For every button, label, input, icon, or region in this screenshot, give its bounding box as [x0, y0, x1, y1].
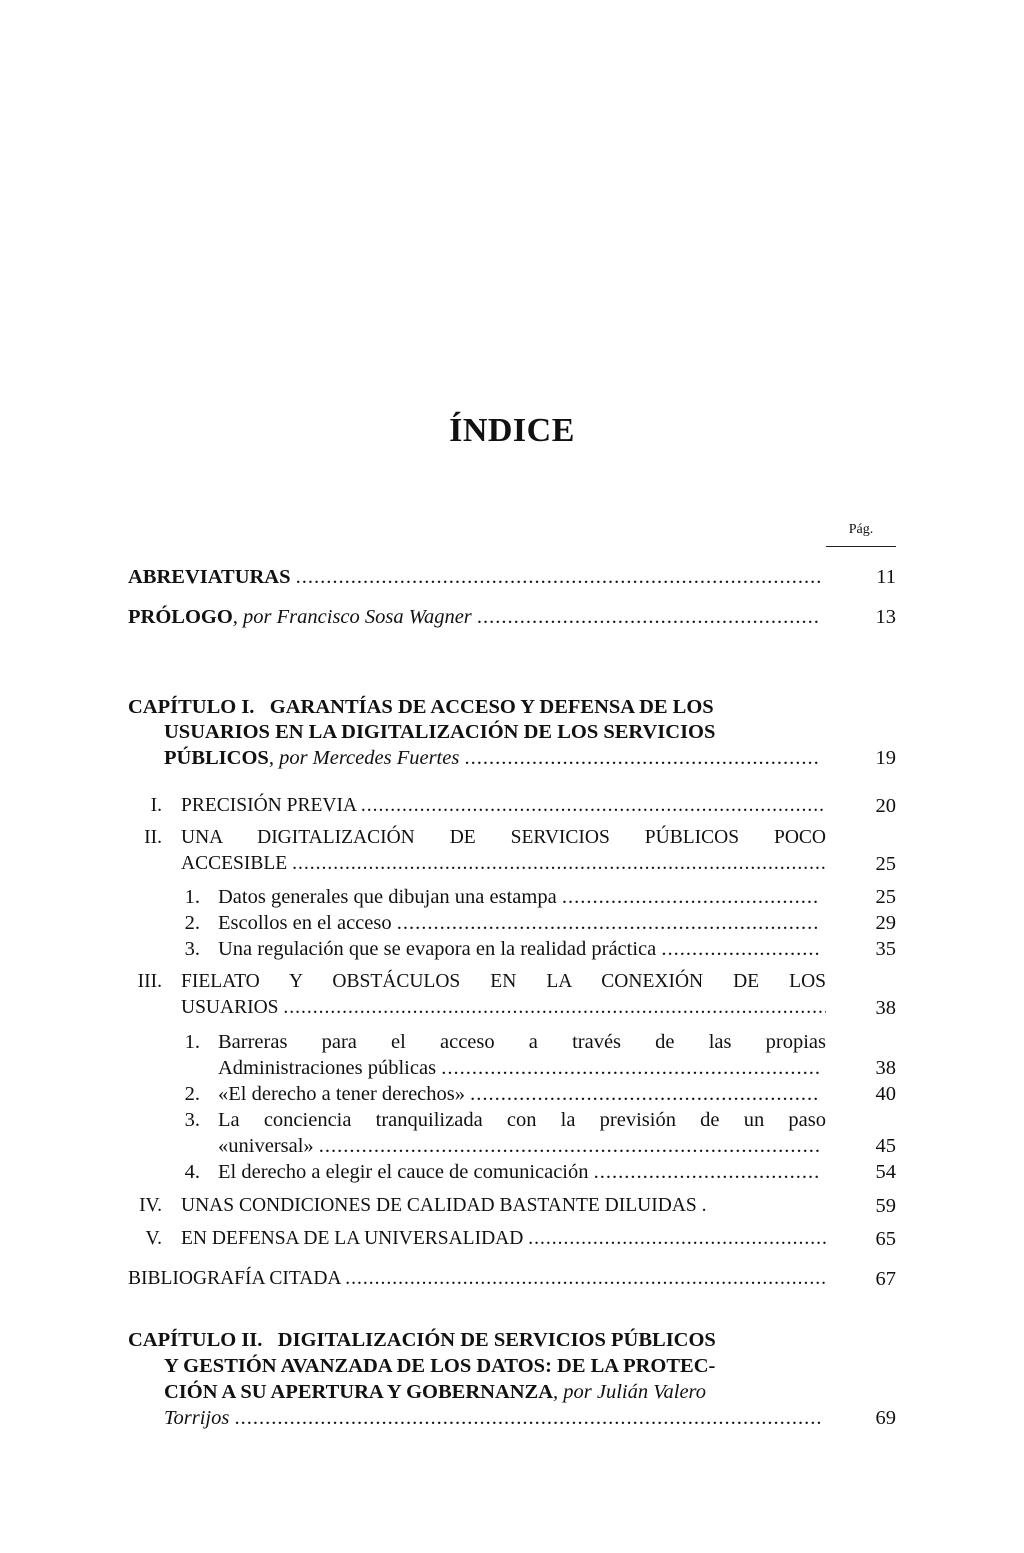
toc-entry-label: Una regulación que se evapora en la realidad práctica	[218, 938, 657, 960]
toc-entry-label: Escollos en el acceso	[218, 912, 392, 934]
toc-page-number: 40	[875, 1083, 896, 1105]
section-number: III.	[137, 971, 162, 992]
subsection-number: 4.	[184, 1161, 200, 1183]
page-column-rule	[826, 546, 896, 547]
toc-entry-bibliografia[interactable]	[128, 1266, 826, 1292]
toc-page-number: 35	[875, 938, 896, 960]
toc-entry-author: , por Francisco Sosa Wagner	[232, 606, 472, 628]
leader-dot: .	[696, 1195, 707, 1216]
toc-entry-section[interactable]	[181, 1226, 826, 1252]
chapter-heading-line	[164, 1379, 828, 1405]
toc-entry-prologo[interactable]	[128, 604, 820, 630]
subsection-number: 1.	[184, 1031, 200, 1053]
toc-entry-label: FIELATO Y OBSTÁCULOS EN LA CONEXIÓN DE LOS	[181, 971, 826, 992]
toc-entry-label: ABREVIATURAS	[128, 566, 291, 588]
section-number: I.	[150, 795, 162, 816]
section-number: II.	[144, 827, 162, 848]
chapter-heading-line: CAPÍTULO II. DIGITALIZACIÓN DE SERVICIOS PÚBLICOS	[128, 1329, 716, 1351]
toc-page-number: 20	[875, 795, 896, 817]
toc-entry-section[interactable]	[181, 1193, 826, 1219]
subsection-number: 3.	[184, 1109, 200, 1131]
subsection-number: 3.	[184, 938, 200, 960]
toc-entry-subsection[interactable]	[218, 1055, 820, 1081]
toc-page-number: 54	[875, 1161, 896, 1183]
toc-entry-subsection[interactable]	[218, 1159, 820, 1185]
toc-entry-label: EN DEFENSA DE LA UNIVERSALIDAD	[181, 1228, 524, 1249]
toc-entry-author: , por Mercedes Fuertes	[268, 747, 460, 769]
toc-page-number: 25	[875, 853, 896, 875]
toc-page-number: 11	[876, 566, 896, 588]
toc-page-number: 59	[875, 1195, 896, 1217]
toc-entry-label: Datos generales que dibujan una estampa	[218, 886, 557, 908]
subsection-number: 1.	[184, 886, 200, 908]
subsection-number: 2.	[184, 1083, 200, 1105]
toc-entry-label: El derecho a elegir el cauce de comunicación	[218, 1161, 589, 1183]
toc-page-number: 69	[875, 1407, 896, 1429]
toc-entry-author: Torrijos	[164, 1407, 230, 1429]
toc-entry-section[interactable]	[181, 793, 826, 819]
toc-entry-label: La conciencia tranquilizada con la previsión de un paso	[218, 1109, 826, 1131]
toc-page-number: 38	[875, 997, 896, 1019]
toc-entry-subsection[interactable]	[218, 910, 820, 936]
toc-page-number: 67	[875, 1268, 896, 1290]
toc-entry-subsection[interactable]	[218, 884, 820, 910]
chapter-heading-bold: CIÓN A SU APERTURA Y GOBERNANZA	[164, 1381, 554, 1403]
toc-entry-label: USUARIOS	[181, 997, 279, 1018]
subsection-number: 2.	[184, 912, 200, 934]
toc-entry-author: , por Julián Valero	[553, 1381, 707, 1403]
toc-entry-subsection[interactable]	[218, 936, 820, 962]
toc-entry-label: ACCESIBLE	[181, 853, 288, 874]
section-number: IV.	[139, 1195, 162, 1216]
toc-entry-subsection[interactable]	[218, 1133, 820, 1159]
chapter-heading-line: CAPÍTULO I. GARANTÍAS DE ACCESO Y DEFENSA DE LOS	[128, 696, 714, 718]
section-number: V.	[145, 1228, 162, 1249]
toc-page-number: 65	[875, 1228, 896, 1250]
toc-entry-label: UNAS CONDICIONES DE CALIDAD BASTANTE DILUIDAS	[181, 1195, 697, 1216]
page-column-label: Pág.	[848, 522, 874, 537]
toc-entry-section[interactable]	[181, 851, 826, 877]
toc-page-number: 19	[875, 747, 896, 769]
toc-page-number: 13	[875, 606, 896, 628]
toc-entry-subsection[interactable]	[218, 1081, 820, 1107]
toc-entry-chapter-2[interactable]	[164, 1405, 820, 1431]
toc-entry-label: «universal»	[218, 1135, 314, 1157]
toc-page-number: 45	[875, 1135, 896, 1157]
toc-entry-chapter-1[interactable]	[164, 745, 820, 771]
toc-entry-label: UNA DIGITALIZACIÓN DE SERVICIOS PÚBLICOS POCO	[181, 827, 826, 848]
toc-entry-label: BIBLIOGRAFÍA CITADA	[128, 1268, 341, 1289]
toc-entry-label: PRECISIÓN PREVIA	[181, 795, 356, 816]
toc-page-number: 25	[875, 886, 896, 908]
toc-entry-label: PRÓLOGO	[128, 606, 233, 628]
toc-entry-label: «El derecho a tener derechos»	[218, 1083, 466, 1105]
toc-entry-label: Barreras para el acceso a través de las propias	[218, 1031, 826, 1053]
chapter-heading-bold: PÚBLICOS	[164, 747, 269, 769]
toc-entry-abreviaturas[interactable]	[128, 564, 820, 590]
page-title: ÍNDICE	[449, 412, 575, 449]
chapter-heading-line: USUARIOS EN LA DIGITALIZACIÓN DE LOS SERVICIOS	[164, 721, 716, 743]
toc-page-number: 38	[875, 1057, 896, 1079]
toc-page-number: 29	[875, 912, 896, 934]
toc-entry-label: Administraciones públicas	[218, 1057, 437, 1079]
chapter-heading-line: Y GESTIÓN AVANZADA DE LOS DATOS: DE LA PROTEC-	[164, 1355, 716, 1377]
toc-entry-section[interactable]	[181, 995, 826, 1021]
